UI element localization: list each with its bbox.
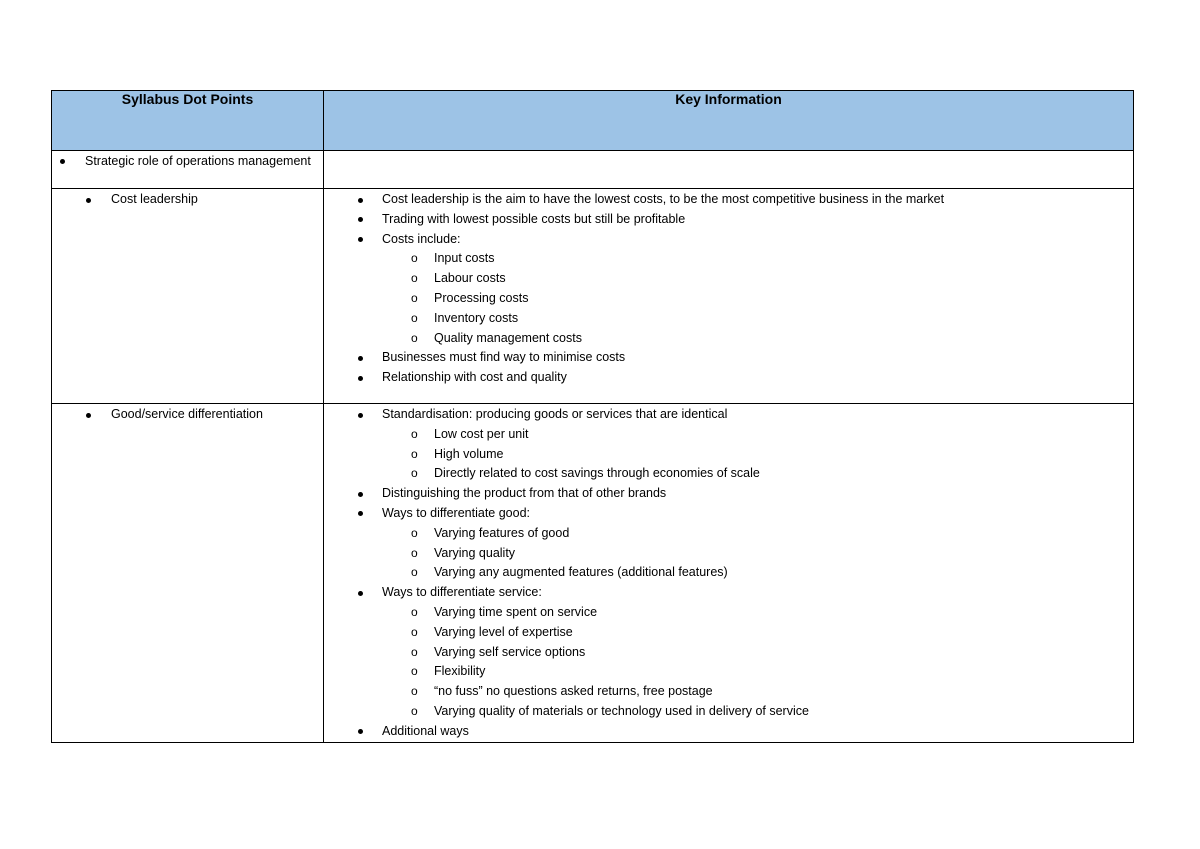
table-row	[52, 189, 1134, 404]
bullet-icon	[358, 413, 363, 418]
sub-list-item: o Directly related to cost savings through economies of scale	[324, 464, 1133, 484]
sub-list-item: o Varying time spent on service	[324, 603, 1133, 623]
sub-list-item: o Labour costs	[324, 269, 1133, 289]
hollow-bullet-icon: o	[411, 703, 418, 718]
sub-list-item: o Inventory costs	[324, 309, 1133, 329]
list-item: Trading with lowest possible costs but still be profitable	[324, 210, 1133, 230]
hollow-bullet-icon: o	[411, 330, 418, 345]
bullet-icon	[358, 376, 363, 381]
bullet-icon	[358, 356, 363, 361]
hollow-bullet-icon: o	[411, 466, 418, 481]
list-item: Good/service differentiation	[52, 405, 323, 425]
bullet-icon	[358, 217, 363, 222]
sub-list-item: o Varying any augmented features (additional features)	[324, 563, 1133, 583]
bullet-icon	[358, 237, 363, 242]
sub-list-item: o Varying level of expertise	[324, 623, 1133, 643]
table-row	[52, 404, 1134, 743]
list-item: Ways to differentiate service:	[324, 583, 1133, 603]
key-info-cell	[324, 404, 1134, 743]
hollow-bullet-icon: o	[411, 525, 418, 540]
sub-list-item: o Flexibility	[324, 662, 1133, 682]
table-row	[52, 151, 1134, 189]
list-item: Strategic role of operations management	[52, 152, 323, 171]
bullet-icon	[60, 159, 65, 164]
list-item: Costs include:	[324, 230, 1133, 250]
hollow-bullet-icon: o	[411, 565, 418, 580]
hollow-bullet-icon: o	[411, 310, 418, 325]
list-item: Cost leadership	[52, 190, 323, 210]
bullet-icon	[358, 511, 363, 516]
sub-list-item: o Input costs	[324, 249, 1133, 269]
hollow-bullet-icon: o	[411, 644, 418, 659]
bullet-icon	[86, 413, 91, 418]
hollow-bullet-icon: o	[411, 251, 418, 266]
sub-list-item: o “no fuss” no questions asked returns, free postage	[324, 682, 1133, 702]
hollow-bullet-icon: o	[411, 290, 418, 305]
list-item: Relationship with cost and quality	[324, 368, 1133, 388]
list-item: Distinguishing the product from that of other brands	[324, 484, 1133, 504]
bullet-icon	[358, 198, 363, 203]
sub-list-item: o Varying features of good	[324, 524, 1133, 544]
key-info-cell	[324, 189, 1134, 404]
list-item: Ways to differentiate good:	[324, 504, 1133, 524]
list-item: Standardisation: producing goods or services that are identical	[324, 405, 1133, 425]
list-item: Additional ways	[324, 722, 1133, 742]
hollow-bullet-icon: o	[411, 271, 418, 286]
list-item: Businesses must find way to minimise costs	[324, 348, 1133, 368]
bullet-icon	[358, 729, 363, 734]
bullet-icon	[358, 591, 363, 596]
list-item: Cost leadership is the aim to have the lowest costs, to be the most competitive business in the market	[324, 190, 1133, 210]
table-header-row	[52, 91, 1134, 151]
key-info-cell	[324, 151, 1134, 189]
hollow-bullet-icon: o	[411, 684, 418, 699]
sub-list-item: o Varying self service options	[324, 643, 1133, 663]
sub-list-item: o Varying quality	[324, 544, 1133, 564]
hollow-bullet-icon: o	[411, 426, 418, 441]
hollow-bullet-icon: o	[411, 624, 418, 639]
syllabus-table	[51, 90, 1134, 743]
hollow-bullet-icon: o	[411, 545, 418, 560]
sub-list-item: o Processing costs	[324, 289, 1133, 309]
sub-list-item: o Varying quality of materials or technology used in delivery of service	[324, 702, 1133, 722]
syllabus-cell	[52, 189, 324, 404]
hollow-bullet-icon: o	[411, 664, 418, 679]
syllabus-cell	[52, 151, 324, 189]
bullet-icon	[86, 198, 91, 203]
hollow-bullet-icon: o	[411, 446, 418, 461]
sub-list-item: o Quality management costs	[324, 329, 1133, 349]
header-syllabus-dot-points: Syllabus Dot Points	[52, 91, 324, 151]
bullet-icon	[358, 492, 363, 497]
hollow-bullet-icon: o	[411, 604, 418, 619]
sub-list-item: o Low cost per unit	[324, 425, 1133, 445]
header-key-information: Key Information	[324, 91, 1134, 151]
syllabus-cell	[52, 404, 324, 743]
sub-list-item: o High volume	[324, 445, 1133, 465]
